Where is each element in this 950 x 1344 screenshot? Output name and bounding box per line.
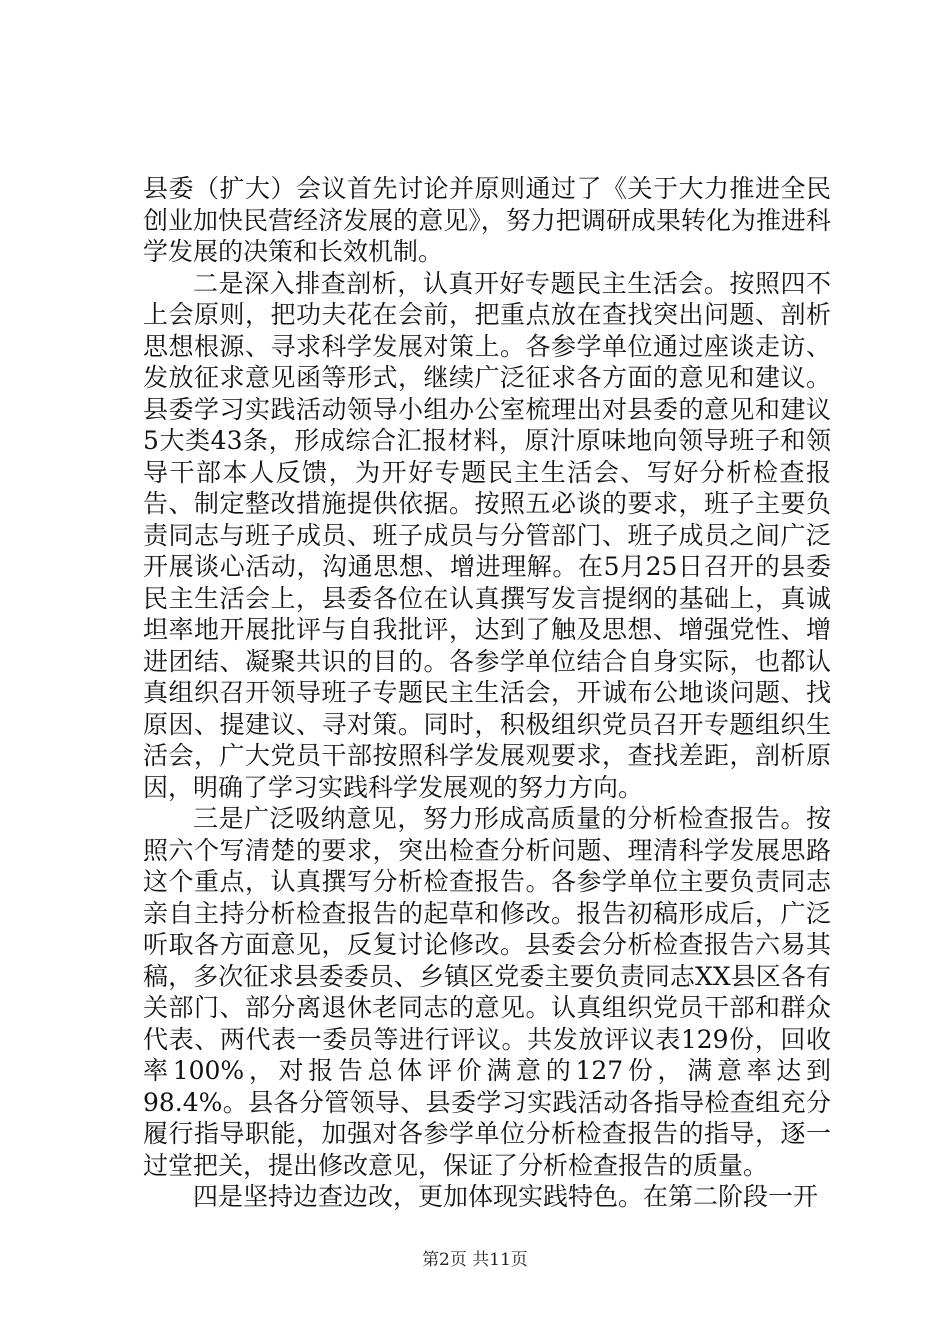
paragraph-point-three: 三是广泛吸纳意见，努力形成高质量的分析检查报告。按照六个写清楚的要求，突出检查分析问题、理清科学发展思路这个重点，认真撰写分析检查报告。各参学单位主要负责同志亲自主持分析检查报告的起草和修改。报告初稿形成后，广泛听取各方面意见，反复讨论修改。县委会分析检查报告六易其稿，多次征求县委委员、乡镇区党委主要负责同志XX县区各有关部门、部分离退休老同志的意见。认真组织党员干部和群众代表、两代表一委员等进行评议。共发放评议表129份，回收率100%，对报告总体评价满意的127份，满意率达到98.4%。县各分管领导、县委学习实践活动各指导检查组充分履行指导职能，加强对各参学单位分析检查报告的指导，逐一过堂把关，提出修改意见，保证了分析检查报告的质量。 (143, 804, 831, 1180)
document-body (143, 173, 831, 1213)
paragraph-point-two: 二是深入排查剖析，认真开好专题民主生活会。按照四不上会原则，把功夫花在会前，把重点放在查找突出问题、剖析思想根源、寻求科学发展对策上。各参学单位通过座谈走访、发放征求意见函等形式，继续广泛征求各方面的意见和建议。县委学习实践活动领导小组办公室梳理出对县委的意见和建议5大类43条，形成综合汇报材料，原汁原味地向领导班子和领导干部本人反馈，为开好专题民主生活会、写好分析检查报告、制定整改措施提供依据。按照五必谈的要求，班子主要负责同志与班子成员、班子成员与分管部门、班子成员之间广泛开展谈心活动，沟通思想、增进理解。在5月25日召开的县委民主生活会上，县委各位在认真撰写发言提纲的基础上，真诚坦率地开展批评与自我批评，达到了触及思想、增强党性、增进团结、凝聚共识的目的。各参学单位结合自身实际，也都认真组织召开领导班子专题民主生活会，开诚布公地谈问题、找原因、提建议、寻对策。同时，积极组织党员召开专题组织生活会，广大党员干部按照科学发展观要求，查找差距，剖析原因，明确了学习实践科学发展观的努力方向。 (143, 268, 831, 802)
paragraph-continuation: 县委（扩大）会议首先讨论并原则通过了《关于大力推进全民创业加快民营经济发展的意见》，努力把调研成果转化为推进科学发展的决策和长效机制。 (143, 174, 831, 266)
paragraph-point-four: 四是坚持边查边改，更加体现实践特色。在第二阶段一开 (193, 1182, 819, 1211)
page-number-footer: 第2页 共11页 (422, 1250, 528, 1270)
